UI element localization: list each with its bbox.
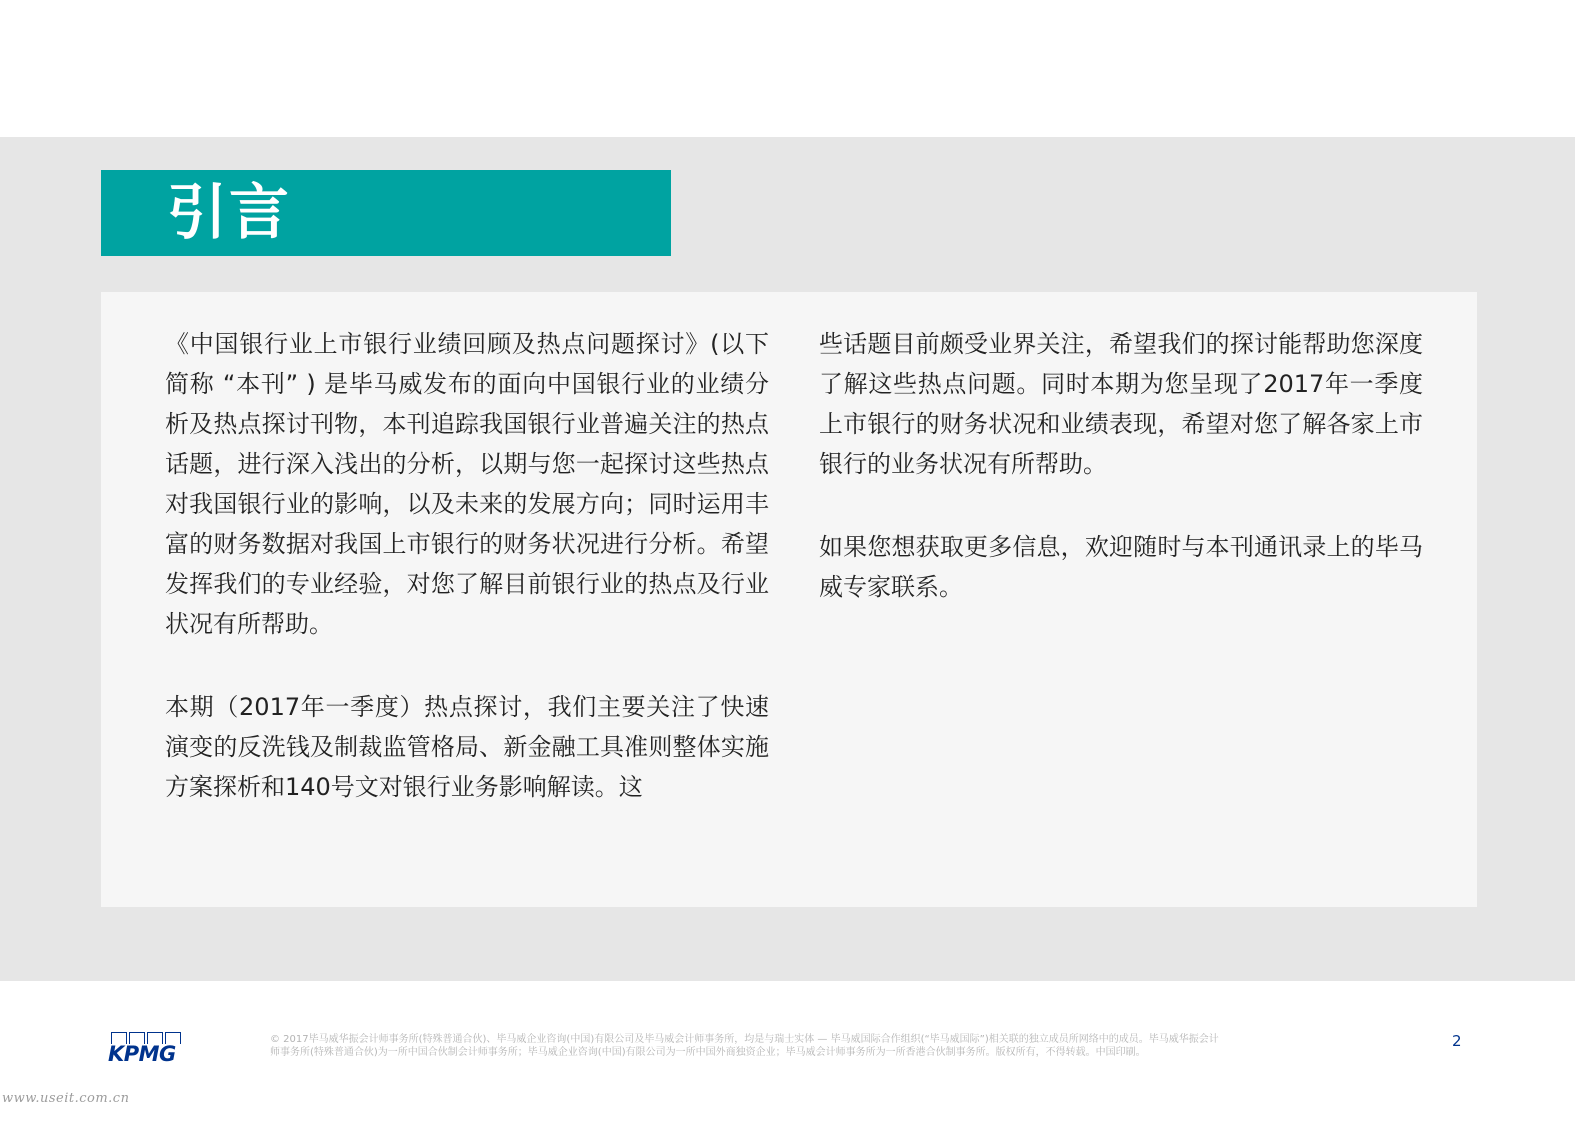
kpmg-logo (108, 1032, 186, 1066)
intro-paragraph-3: 些话题目前颇受业界关注，希望我们的探讨能帮助您深度了解这些热点问题。同时本期为您呈现了2017年一季度上市银行的财务状况和业绩表现，希望对您了解各家上市银行的业务状况有所帮助。 (819, 330, 1423, 478)
page-title: 引言 (167, 178, 291, 248)
legal-notice (270, 1033, 1330, 1059)
intro-paragraph-4: 如果您想获取更多信息，欢迎随时与本刊通讯录上的毕马威专家联系。 (819, 533, 1423, 601)
section-title-bar (101, 170, 671, 256)
right-column (819, 324, 1423, 650)
intro-paragraph-2: 本期（2017年一季度）热点探讨，我们主要关注了快速演变的反洗钱及制裁监管格局、新金融工具准则整体实施方案探析和140号文对银行业务影响解读。这 (165, 693, 769, 801)
content-panel (101, 292, 1477, 907)
intro-paragraph-1: 《中国银行业上市银行业绩回顾及热点问题探讨》(以下简称 “本刊” ) 是毕马威发布的面向中国银行业的业绩分析及热点探讨刊物，本刊追踪我国银行业普遍关注的热点话题，进行深入浅出的分析，以期与您一起探讨这些热点对我国银行业的影响，以及未来的发展方向；同时运用丰富的财务数据对我国上市银行的财务状况进行分析。希望发挥我们的专业经验，对您了解目前银行业的热点及行业状况有所帮助。 (165, 330, 769, 638)
left-column (165, 324, 769, 850)
watermark: www.useit.com.cn (2, 1091, 130, 1106)
page-number: 2 (1452, 1032, 1462, 1050)
legal-line-1: © 2017毕马威华振会计师事务所(特殊普通合伙)、毕马威企业咨询(中国)有限公司及毕马威会计师事务所，均是与瑞士实体 — 毕马威国际合作组织(“毕马威国际”)相关联的独立成员所网络中的成员。毕马威华振会计 (270, 1034, 1219, 1045)
logo-wordmark: KPMG (108, 1042, 176, 1066)
legal-line-2: 师事务所(特殊普通合伙)为一所中国合伙制会计师事务所；毕马威企业咨询(中国)有限公司为一所中国外商独资企业；毕马威会计师事务所为一所香港合伙制事务所。版权所有，不得转载。中国印刷。 (270, 1047, 1146, 1058)
